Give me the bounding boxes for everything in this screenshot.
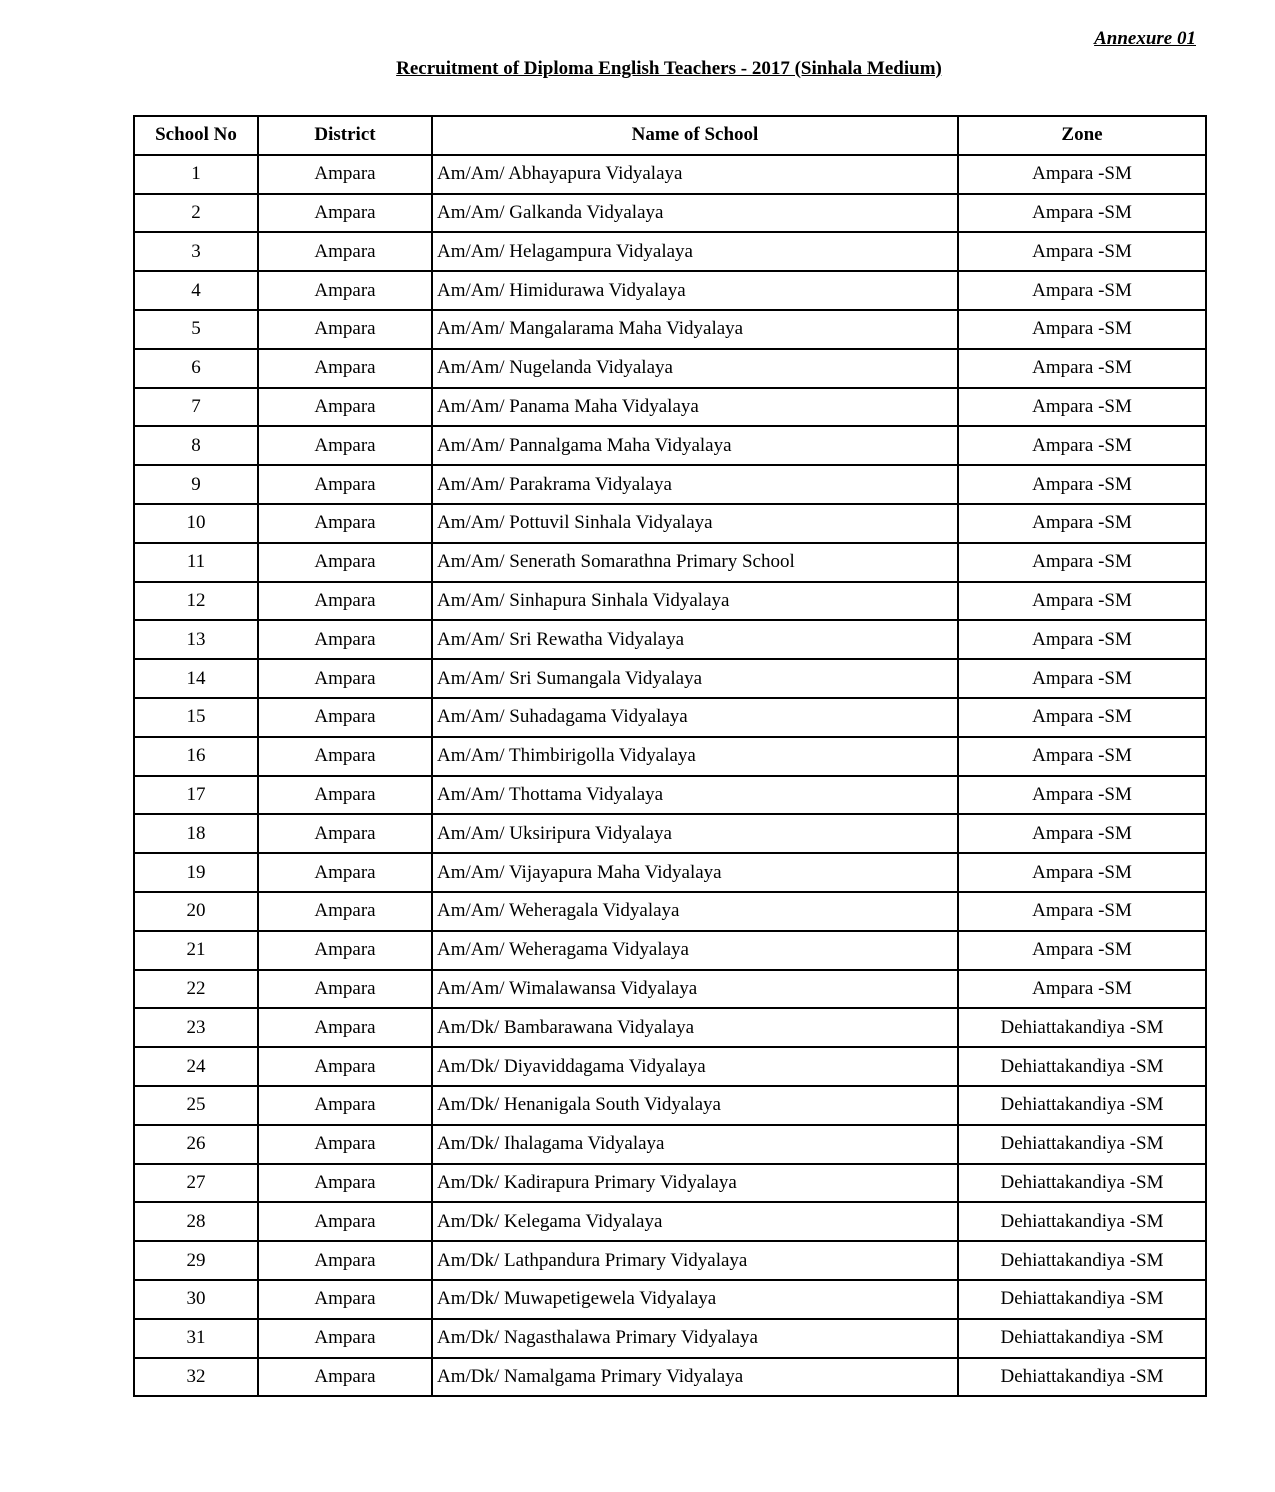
cell-school-name: Am/Dk/ Namalgama Primary Vidyalaya — [432, 1358, 958, 1397]
table-row — [134, 349, 1206, 388]
cell-zone: Dehiattakandiya -SM — [958, 1047, 1206, 1086]
cell-district: Ampara — [258, 1086, 432, 1125]
cell-school-name: Am/Am/ Pannalgama Maha Vidyalaya — [432, 426, 958, 465]
cell-district: Ampara — [258, 1280, 432, 1319]
cell-school-no: 7 — [134, 388, 258, 427]
table-row — [134, 776, 1206, 815]
cell-school-name: Am/Dk/ Lathpandura Primary Vidyalaya — [432, 1241, 958, 1280]
cell-district: Ampara — [258, 1008, 432, 1047]
cell-zone: Ampara -SM — [958, 582, 1206, 621]
table-row — [134, 1086, 1206, 1125]
cell-school-name: Am/Am/ Himidurawa Vidyalaya — [432, 271, 958, 310]
cell-district: Ampara — [258, 232, 432, 271]
table-row — [134, 426, 1206, 465]
table-row — [134, 970, 1206, 1009]
cell-school-no: 27 — [134, 1164, 258, 1203]
cell-school-name: Am/Am/ Vijayapura Maha Vidyalaya — [432, 853, 958, 892]
cell-zone: Dehiattakandiya -SM — [958, 1086, 1206, 1125]
table-row — [134, 892, 1206, 931]
cell-school-no: 5 — [134, 310, 258, 349]
cell-zone: Ampara -SM — [958, 931, 1206, 970]
cell-zone: Ampara -SM — [958, 388, 1206, 427]
cell-school-name: Am/Am/ Senerath Somarathna Primary School — [432, 543, 958, 582]
cell-school-name: Am/Dk/ Nagasthalawa Primary Vidyalaya — [432, 1319, 958, 1358]
table-body — [134, 155, 1206, 1397]
cell-zone: Ampara -SM — [958, 737, 1206, 776]
cell-zone: Ampara -SM — [958, 776, 1206, 815]
cell-school-no: 17 — [134, 776, 258, 815]
table-row — [134, 1358, 1206, 1397]
cell-school-no: 26 — [134, 1125, 258, 1164]
cell-district: Ampara — [258, 620, 432, 659]
cell-school-name: Am/Am/ Weheragama Vidyalaya — [432, 931, 958, 970]
cell-school-name: Am/Dk/ Ihalagama Vidyalaya — [432, 1125, 958, 1164]
cell-district: Ampara — [258, 1125, 432, 1164]
table-row — [134, 388, 1206, 427]
cell-zone: Dehiattakandiya -SM — [958, 1008, 1206, 1047]
table-row — [134, 853, 1206, 892]
annexure-label: Annexure 01 — [1094, 28, 1196, 49]
cell-zone: Dehiattakandiya -SM — [958, 1319, 1206, 1358]
table-row — [134, 659, 1206, 698]
cell-school-name: Am/Am/ Sri Rewatha Vidyalaya — [432, 620, 958, 659]
cell-district: Ampara — [258, 543, 432, 582]
cell-district: Ampara — [258, 1164, 432, 1203]
cell-zone: Ampara -SM — [958, 232, 1206, 271]
cell-district: Ampara — [258, 1047, 432, 1086]
cell-school-no: 14 — [134, 659, 258, 698]
cell-school-no: 11 — [134, 543, 258, 582]
cell-district: Ampara — [258, 892, 432, 931]
cell-district: Ampara — [258, 814, 432, 853]
cell-school-no: 30 — [134, 1280, 258, 1319]
cell-school-name: Am/Am/ Suhadagama Vidyalaya — [432, 698, 958, 737]
cell-zone: Ampara -SM — [958, 194, 1206, 233]
cell-school-no: 31 — [134, 1319, 258, 1358]
cell-school-no: 18 — [134, 814, 258, 853]
cell-school-name: Am/Am/ Galkanda Vidyalaya — [432, 194, 958, 233]
cell-school-name: Am/Am/ Pottuvil Sinhala Vidyalaya — [432, 504, 958, 543]
cell-zone: Ampara -SM — [958, 698, 1206, 737]
table-row — [134, 620, 1206, 659]
table-row — [134, 1202, 1206, 1241]
page-title: Recruitment of Diploma English Teachers - 2017 (Sinhala Medium) — [396, 58, 942, 79]
table-row — [134, 155, 1206, 194]
table-row — [134, 1241, 1206, 1280]
cell-school-name: Am/Am/ Panama Maha Vidyalaya — [432, 388, 958, 427]
cell-school-no: 13 — [134, 620, 258, 659]
table-row — [134, 232, 1206, 271]
cell-district: Ampara — [258, 349, 432, 388]
column-header-name-of-school: Name of School — [432, 116, 958, 155]
cell-zone: Ampara -SM — [958, 970, 1206, 1009]
cell-district: Ampara — [258, 659, 432, 698]
cell-school-no: 21 — [134, 931, 258, 970]
cell-school-name: Am/Am/ Nugelanda Vidyalaya — [432, 349, 958, 388]
cell-zone: Ampara -SM — [958, 465, 1206, 504]
table-row — [134, 698, 1206, 737]
cell-school-no: 16 — [134, 737, 258, 776]
cell-zone: Ampara -SM — [958, 349, 1206, 388]
cell-zone: Ampara -SM — [958, 892, 1206, 931]
cell-school-name: Am/Dk/ Kelegama Vidyalaya — [432, 1202, 958, 1241]
cell-school-name: Am/Dk/ Kadirapura Primary Vidyalaya — [432, 1164, 958, 1203]
cell-school-name: Am/Am/ Uksiripura Vidyalaya — [432, 814, 958, 853]
cell-zone: Ampara -SM — [958, 271, 1206, 310]
cell-school-name: Am/Am/ Thimbirigolla Vidyalaya — [432, 737, 958, 776]
cell-district: Ampara — [258, 698, 432, 737]
column-header-school-no: School No — [134, 116, 258, 155]
table-row — [134, 1319, 1206, 1358]
cell-school-name: Am/Am/ Sinhapura Sinhala Vidyalaya — [432, 582, 958, 621]
cell-zone: Ampara -SM — [958, 620, 1206, 659]
cell-school-no: 28 — [134, 1202, 258, 1241]
cell-school-name: Am/Dk/ Henanigala South Vidyalaya — [432, 1086, 958, 1125]
table-header-row — [134, 116, 1206, 155]
column-header-district: District — [258, 116, 432, 155]
cell-school-name: Am/Am/ Weheragala Vidyalaya — [432, 892, 958, 931]
table-row — [134, 737, 1206, 776]
cell-school-name: Am/Am/ Mangalarama Maha Vidyalaya — [432, 310, 958, 349]
table-row — [134, 271, 1206, 310]
cell-school-name: Am/Am/ Wimalawansa Vidyalaya — [432, 970, 958, 1009]
schools-table — [133, 115, 1207, 1397]
cell-zone: Ampara -SM — [958, 426, 1206, 465]
cell-school-name: Am/Dk/ Bambarawana Vidyalaya — [432, 1008, 958, 1047]
cell-district: Ampara — [258, 310, 432, 349]
cell-school-no: 19 — [134, 853, 258, 892]
cell-school-no: 29 — [134, 1241, 258, 1280]
cell-school-no: 12 — [134, 582, 258, 621]
table-row — [134, 1280, 1206, 1319]
cell-school-no: 4 — [134, 271, 258, 310]
table-row — [134, 814, 1206, 853]
cell-school-name: Am/Am/ Thottama Vidyalaya — [432, 776, 958, 815]
cell-district: Ampara — [258, 426, 432, 465]
cell-school-no: 20 — [134, 892, 258, 931]
cell-school-name: Am/Am/ Abhayapura Vidyalaya — [432, 155, 958, 194]
cell-school-no: 2 — [134, 194, 258, 233]
cell-district: Ampara — [258, 1202, 432, 1241]
cell-zone: Ampara -SM — [958, 814, 1206, 853]
cell-school-no: 23 — [134, 1008, 258, 1047]
cell-school-name: Am/Dk/ Muwapetigewela Vidyalaya — [432, 1280, 958, 1319]
cell-school-no: 15 — [134, 698, 258, 737]
cell-district: Ampara — [258, 931, 432, 970]
cell-district: Ampara — [258, 1319, 432, 1358]
cell-school-no: 22 — [134, 970, 258, 1009]
cell-district: Ampara — [258, 582, 432, 621]
table-row — [134, 582, 1206, 621]
cell-school-name: Am/Am/ Parakrama Vidyalaya — [432, 465, 958, 504]
cell-district: Ampara — [258, 465, 432, 504]
cell-school-no: 10 — [134, 504, 258, 543]
cell-district: Ampara — [258, 271, 432, 310]
table-row — [134, 1047, 1206, 1086]
cell-school-name: Am/Am/ Helagampura Vidyalaya — [432, 232, 958, 271]
cell-school-name: Am/Am/ Sri Sumangala Vidyalaya — [432, 659, 958, 698]
cell-zone: Dehiattakandiya -SM — [958, 1164, 1206, 1203]
cell-district: Ampara — [258, 194, 432, 233]
cell-zone: Dehiattakandiya -SM — [958, 1125, 1206, 1164]
table-row — [134, 504, 1206, 543]
table-row — [134, 1164, 1206, 1203]
cell-district: Ampara — [258, 1241, 432, 1280]
cell-zone: Ampara -SM — [958, 504, 1206, 543]
cell-district: Ampara — [258, 853, 432, 892]
cell-school-no: 32 — [134, 1358, 258, 1397]
cell-zone: Ampara -SM — [958, 543, 1206, 582]
cell-zone: Ampara -SM — [958, 853, 1206, 892]
table-row — [134, 1125, 1206, 1164]
cell-zone: Ampara -SM — [958, 155, 1206, 194]
cell-district: Ampara — [258, 504, 432, 543]
table-row — [134, 465, 1206, 504]
cell-zone: Dehiattakandiya -SM — [958, 1358, 1206, 1397]
cell-school-no: 8 — [134, 426, 258, 465]
cell-school-no: 9 — [134, 465, 258, 504]
cell-school-no: 6 — [134, 349, 258, 388]
cell-school-no: 3 — [134, 232, 258, 271]
table-row — [134, 194, 1206, 233]
column-header-zone: Zone — [958, 116, 1206, 155]
cell-zone: Ampara -SM — [958, 310, 1206, 349]
cell-district: Ampara — [258, 737, 432, 776]
table-row — [134, 931, 1206, 970]
cell-district: Ampara — [258, 776, 432, 815]
table-row — [134, 543, 1206, 582]
cell-district: Ampara — [258, 1358, 432, 1397]
table-row — [134, 310, 1206, 349]
cell-district: Ampara — [258, 155, 432, 194]
table-row — [134, 1008, 1206, 1047]
cell-district: Ampara — [258, 388, 432, 427]
cell-zone: Ampara -SM — [958, 659, 1206, 698]
cell-school-no: 1 — [134, 155, 258, 194]
cell-zone: Dehiattakandiya -SM — [958, 1241, 1206, 1280]
cell-zone: Dehiattakandiya -SM — [958, 1280, 1206, 1319]
cell-zone: Dehiattakandiya -SM — [958, 1202, 1206, 1241]
cell-school-name: Am/Dk/ Diyaviddagama Vidyalaya — [432, 1047, 958, 1086]
cell-school-no: 24 — [134, 1047, 258, 1086]
cell-district: Ampara — [258, 970, 432, 1009]
cell-school-no: 25 — [134, 1086, 258, 1125]
